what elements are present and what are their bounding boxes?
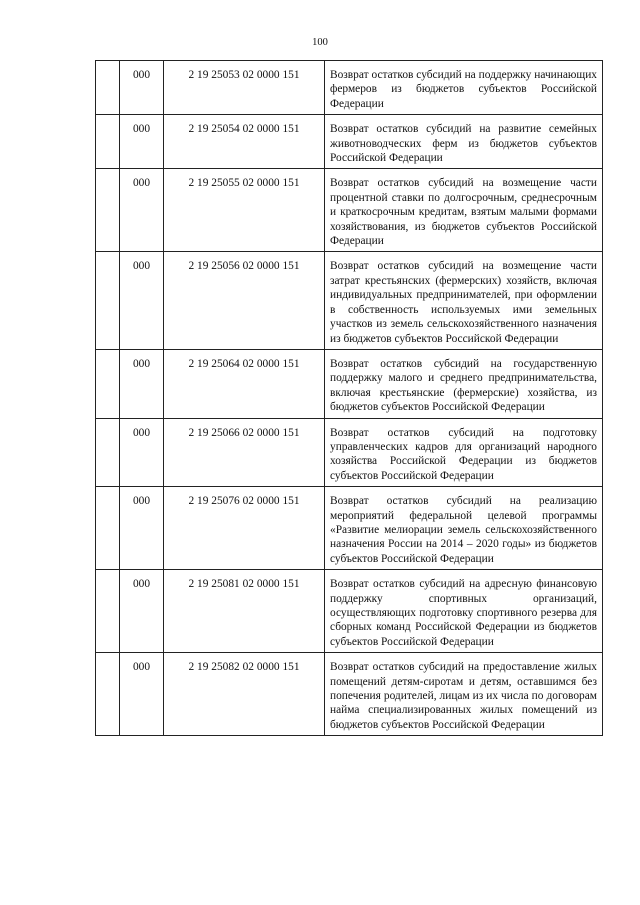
blank-cell <box>96 169 120 252</box>
admin-code-cell: 000 <box>120 418 164 487</box>
budget-code-cell: 2 19 25082 02 0000 151 <box>164 653 325 736</box>
table-row <box>96 570 603 653</box>
admin-code-cell: 000 <box>120 252 164 349</box>
table-body <box>96 61 603 736</box>
income-name-cell: Возврат остатков субсидий на возмещение части процентной ставки по долгосрочным, среднесрочным и краткосрочным кредитам, взятым малыми формами хозяйствования, из бюджетов субъектов Российской Федерации <box>325 169 603 252</box>
budget-classification-table <box>95 60 603 736</box>
income-name-cell: Возврат остатков субсидий на предоставление жилых помещений детям-сиротам и детям, оставшимся без попечения родителей, лицам из их числа по договорам найма специализированных жилых помещений из бюджетов субъектов Российской Федерации <box>325 653 603 736</box>
table-row <box>96 169 603 252</box>
table-row <box>96 653 603 736</box>
admin-code-cell: 000 <box>120 61 164 115</box>
page-number: 100 <box>312 37 328 48</box>
budget-code-cell: 2 19 25056 02 0000 151 <box>164 252 325 349</box>
income-name-cell: Возврат остатков субсидий на реализацию мероприятий федеральной целевой программы «Развитие мелиорации земель сельскохозяйственного назначения России на 2014 – 2020 годы» из бюджетов субъектов Российской Федерации <box>325 487 603 570</box>
income-name-cell: Возврат остатков субсидий на развитие семейных животноводческих ферм из бюджетов субъектов Российской Федерации <box>325 115 603 169</box>
budget-code-cell: 2 19 25053 02 0000 151 <box>164 61 325 115</box>
admin-code-cell: 000 <box>120 349 164 418</box>
budget-code-cell: 2 19 25064 02 0000 151 <box>164 349 325 418</box>
admin-code-cell: 000 <box>120 169 164 252</box>
budget-code-cell: 2 19 25081 02 0000 151 <box>164 570 325 653</box>
blank-cell <box>96 252 120 349</box>
admin-code-cell: 000 <box>120 487 164 570</box>
blank-cell <box>96 115 120 169</box>
admin-code-cell: 000 <box>120 653 164 736</box>
blank-cell <box>96 653 120 736</box>
income-name-cell: Возврат остатков субсидий на поддержку начинающих фермеров из бюджетов субъектов Российской Федерации <box>325 61 603 115</box>
table-row <box>96 349 603 418</box>
income-name-cell: Возврат остатков субсидий на подготовку управленческих кадров для организаций народного хозяйства Российской Федерации из бюджетов субъектов Российской Федерации <box>325 418 603 487</box>
budget-code-cell: 2 19 25076 02 0000 151 <box>164 487 325 570</box>
income-name-cell: Возврат остатков субсидий на адресную финансовую поддержку спортивных организаций, осуществляющих подготовку спортивного резерва для сборных команд Российской Федерации из бюджетов субъектов Российской Федерации <box>325 570 603 653</box>
blank-cell <box>96 570 120 653</box>
income-name-cell: Возврат остатков субсидий на возмещение части затрат крестьянских (фермерских) хозяйств, включая индивидуальных предпринимателей, при оформлении в собственность используемых ими земельных участков из земель сельскохозяйственного назначения из бюджетов субъектов Российской Федерации <box>325 252 603 349</box>
admin-code-cell: 000 <box>120 570 164 653</box>
budget-code-cell: 2 19 25066 02 0000 151 <box>164 418 325 487</box>
table-row <box>96 252 603 349</box>
blank-cell <box>96 349 120 418</box>
table-row <box>96 418 603 487</box>
budget-code-cell: 2 19 25055 02 0000 151 <box>164 169 325 252</box>
admin-code-cell: 000 <box>120 115 164 169</box>
table-row <box>96 487 603 570</box>
blank-cell <box>96 61 120 115</box>
budget-code-cell: 2 19 25054 02 0000 151 <box>164 115 325 169</box>
table-row <box>96 115 603 169</box>
blank-cell <box>96 487 120 570</box>
blank-cell <box>96 418 120 487</box>
income-name-cell: Возврат остатков субсидий на государственную поддержку малого и среднего предпринимательства, включая крестьянские (фермерские) хозяйства, из бюджетов субъектов Российской Федерации <box>325 349 603 418</box>
table-row <box>96 61 603 115</box>
